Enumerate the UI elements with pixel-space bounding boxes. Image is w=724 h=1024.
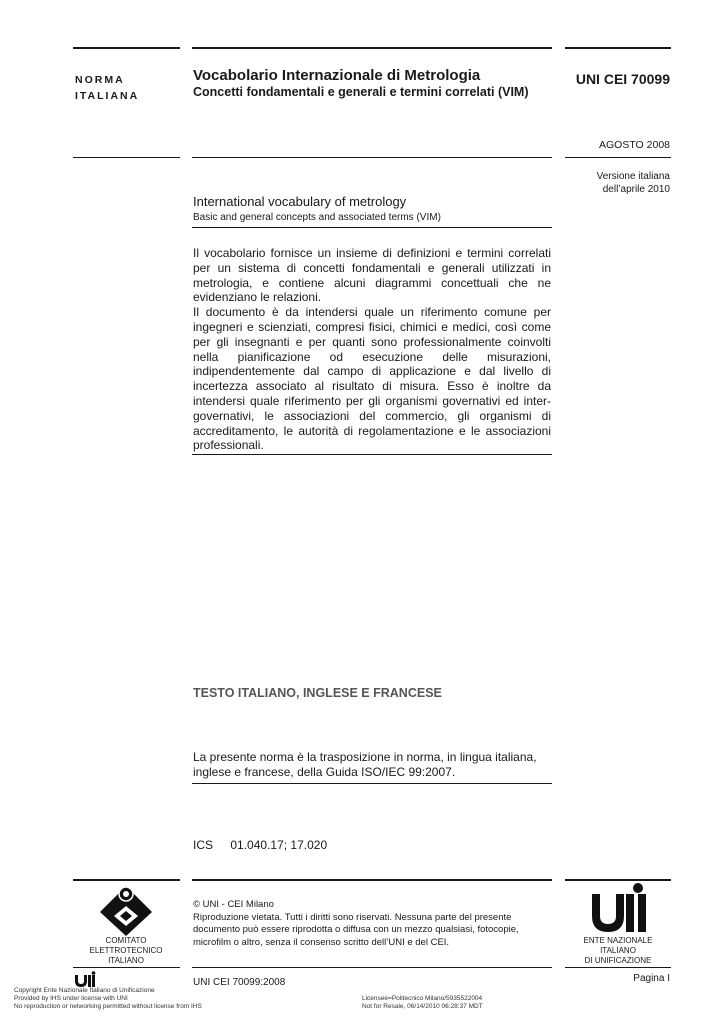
footer-left-line3: No reproduction or networking permitted without license from IHS [14,1003,202,1010]
footer-rule-center [192,967,552,968]
abstract-rule [192,454,552,455]
version-line2: dell’aprile 2010 [602,184,670,195]
uni-caption-line2: ITALIANO [600,946,636,955]
version-info [540,170,670,196]
copyright-line1: © UNI - CEI Milano [193,899,274,910]
footer-uni-icon [74,971,96,987]
bottom-rule-center [192,879,552,881]
cei-caption-line3: ITALIANO [108,956,144,965]
ics-line [193,838,553,852]
uni-logo [588,882,648,934]
norma-label-line1: NORMA [75,74,125,86]
version-line1: Versione italiana [596,171,670,182]
top-rule-left [73,47,180,49]
abstract-paragraph-1: Il vocabolario fornisce un insieme di definizioni e termini correlati per un sistema di concetti fondamentali e generali utilizzati in metrologia, e contiene alcuni diagrammi concettuali che ne evidenziano le relazioni. [193,246,551,305]
transposition-rule [192,783,552,784]
uni-caption-line3: DI UNIFICAZIONE [584,956,652,965]
uni-caption-line1: ENTE NAZIONALE [583,936,653,945]
footer-left-line1: Copyright Ente Nazionale Italiano di Unificazione [14,987,155,994]
footer-standard-code: UNI CEI 70099:2008 [193,977,286,988]
bottom-rule-left [73,879,180,881]
bottom-rule-right [565,879,671,881]
cei-caption-line2: ELETTROTECNICO [89,946,163,955]
copyright-block [193,899,551,949]
norma-label-line2: ITALIANA [75,90,140,102]
footer-left-line2: Provided by IHS under license with UNI [14,995,128,1002]
cei-logo [90,884,162,936]
cei-caption [80,936,172,966]
page-number: Pagina I [633,973,670,984]
uni-logo-icon [588,882,648,934]
document-title: Vocabolario Internazionale di Metrologia [193,67,481,84]
abstract-paragraph-2: Il documento è da intendersi quale un riferimento comune per ingegneri e scienziati, compresi fisici, chimici e medici, così come per gli insegnanti e per quanti sono professionalmente coinvolti nella pianificazione od esecuzione delle misurazioni, indipendentemente dal campo di applicazione e dal livello di incertezza associato al risultato di misura. Esso è inoltre da intendersi quale riferimento per gli organismi governativi ed inter-governativi, le associazioni del commercio, gli organismi di accreditamento, le autorità di regolamentazione e le associazioni professionali. [193,305,551,453]
languages-heading: TESTO ITALIANO, INGLESE E FRANCESE [193,686,442,700]
top-rule-right [565,47,671,49]
footer-rule-left [73,967,180,968]
header-rule-left [73,157,180,158]
cei-caption-line1: COMITATO [105,936,147,945]
footer-copyright-notice [14,987,354,1011]
footer-uni-mark [74,971,96,987]
ics-label: ICS [193,838,214,852]
norma-italiana-label [75,72,139,104]
footer-licensee-notice [362,995,662,1011]
transposition-note: La presente norma è la trasposizione in norma, in lingua italiana, inglese e francese, della Guida ISO/IEC 99:2007. [193,750,537,779]
english-subtitle: Basic and general concepts and associated terms (VIM) [193,212,441,223]
english-title: International vocabulary of metrology [193,194,407,209]
standard-code: UNI CEI 70099 [575,71,670,87]
footer-right-line2: Not for Resale, 06/14/2010 06:28:37 MDT [362,1003,483,1010]
top-rule-center [192,47,552,49]
english-rule [192,227,552,228]
header-rule-center [192,157,552,158]
copyright-line2: Riproduzione vietata. Tutti i diritti sono riservati. Nessuna parte del presente documento può essere riprodotta o diffusa con un mezzo qualsiasi, fotocopie, microfilm o altro, senza il consenso scritto dell’UNI e del CEI. [193,911,519,948]
abstract [193,246,551,453]
uni-caption [572,936,664,966]
document-subtitle: Concetti fondamentali e generali e termini correlati (VIM) [193,85,529,99]
publication-date: AGOSTO 2008 [598,139,670,151]
cei-diamond-icon [90,884,162,936]
header-rule-right [565,157,671,158]
footer-right-line1: Licensee=Politecnico Milano/5935522004 [362,995,483,1002]
ics-codes: 01.040.17; 17.020 [230,838,328,852]
footer-rule-right [565,967,671,968]
